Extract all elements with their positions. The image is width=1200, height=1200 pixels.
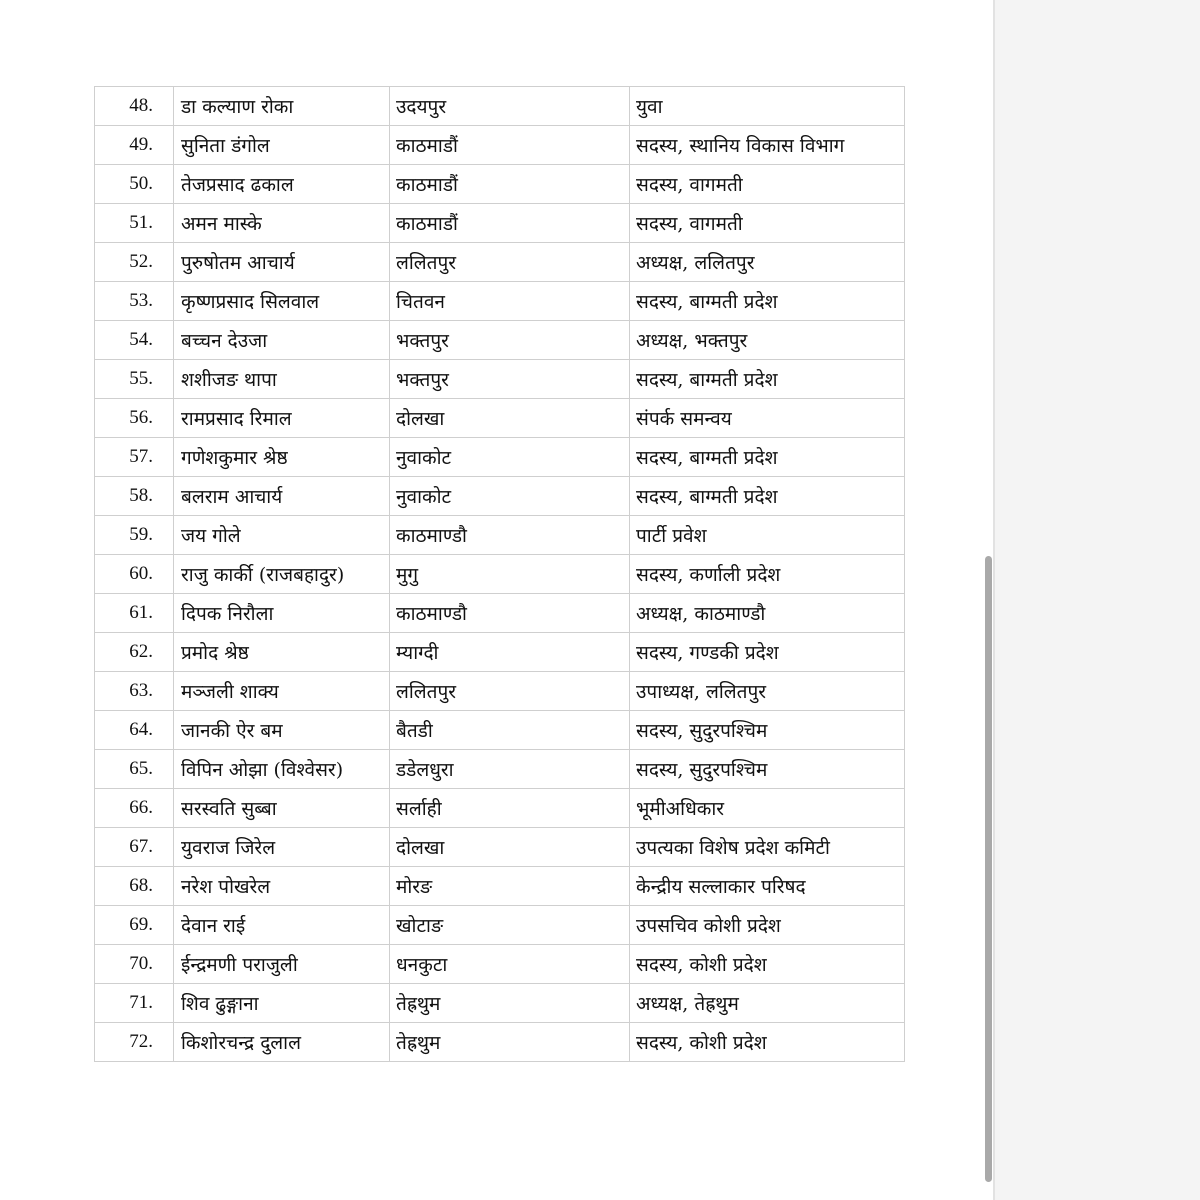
row-number: 54. — [95, 321, 174, 360]
member-role: केन्द्रीय सल्लाकार परिषद — [630, 867, 905, 906]
row-number: 72. — [95, 1023, 174, 1062]
table-row — [95, 243, 905, 282]
member-district: चितवन — [390, 282, 630, 321]
member-name: बलराम आचार्य — [174, 477, 390, 516]
member-role: संपर्क समन्वय — [630, 399, 905, 438]
member-role: सदस्य, वागमती — [630, 204, 905, 243]
member-role: पार्टी प्रवेश — [630, 516, 905, 555]
member-name: राजु कार्की (राजबहादुर) — [174, 555, 390, 594]
member-district: बैतडी — [390, 711, 630, 750]
member-role: सदस्य, बाग्मती प्रदेश — [630, 360, 905, 399]
table-row — [95, 126, 905, 165]
table-row — [95, 945, 905, 984]
table-row — [95, 399, 905, 438]
member-district: काठमाडौं — [390, 126, 630, 165]
member-role: अध्यक्ष, ललितपुर — [630, 243, 905, 282]
member-name: नरेश पोखरेल — [174, 867, 390, 906]
member-district: उदयपुर — [390, 87, 630, 126]
member-name: शशीजङ थापा — [174, 360, 390, 399]
row-number: 56. — [95, 399, 174, 438]
row-number: 63. — [95, 672, 174, 711]
member-role: उपसचिव कोशी प्रदेश — [630, 906, 905, 945]
row-number: 59. — [95, 516, 174, 555]
table-row — [95, 360, 905, 399]
member-district: म्याग्दी — [390, 633, 630, 672]
member-district: काठमाण्डौ — [390, 594, 630, 633]
row-number: 53. — [95, 282, 174, 321]
member-role: सदस्य, कर्णाली प्रदेश — [630, 555, 905, 594]
member-district: भक्तपुर — [390, 321, 630, 360]
member-name: जानकी ऐर बम — [174, 711, 390, 750]
member-district: ललितपुर — [390, 243, 630, 282]
row-number: 65. — [95, 750, 174, 789]
table-row — [95, 672, 905, 711]
row-number: 57. — [95, 438, 174, 477]
row-number: 58. — [95, 477, 174, 516]
member-role: सदस्य, कोशी प्रदेश — [630, 1023, 905, 1062]
table-row — [95, 633, 905, 672]
member-name: कृष्णप्रसाद सिलवाल — [174, 282, 390, 321]
row-number: 69. — [95, 906, 174, 945]
member-role: सदस्य, स्थानिय विकास विभाग — [630, 126, 905, 165]
member-name: युवराज जिरेल — [174, 828, 390, 867]
members-table-body — [95, 87, 905, 1062]
table-row — [95, 321, 905, 360]
member-role: उपाध्यक्ष, ललितपुर — [630, 672, 905, 711]
member-district: खोटाङ — [390, 906, 630, 945]
member-district: मोरङ — [390, 867, 630, 906]
member-name: पुरुषोतम आचार्य — [174, 243, 390, 282]
row-number: 55. — [95, 360, 174, 399]
member-role: युवा — [630, 87, 905, 126]
member-name: बच्चन देउजा — [174, 321, 390, 360]
members-table — [94, 86, 905, 1062]
member-name: तेजप्रसाद ढकाल — [174, 165, 390, 204]
table-row — [95, 282, 905, 321]
table-row — [95, 477, 905, 516]
row-number: 67. — [95, 828, 174, 867]
member-role: भूमीअधिकार — [630, 789, 905, 828]
member-name: अमन मास्के — [174, 204, 390, 243]
row-number: 68. — [95, 867, 174, 906]
member-role: अध्यक्ष, भक्तपुर — [630, 321, 905, 360]
member-role: सदस्य, कोशी प्रदेश — [630, 945, 905, 984]
member-district: डडेलधुरा — [390, 750, 630, 789]
table-row — [95, 165, 905, 204]
member-name: देवान राई — [174, 906, 390, 945]
member-district: नुवाकोट — [390, 477, 630, 516]
member-district: मुगु — [390, 555, 630, 594]
member-district: नुवाकोट — [390, 438, 630, 477]
member-district: दोलखा — [390, 399, 630, 438]
member-role: सदस्य, सुदुरपश्चिम — [630, 711, 905, 750]
member-name: विपिन ओझा (विश्वेसर) — [174, 750, 390, 789]
row-number: 71. — [95, 984, 174, 1023]
table-row — [95, 867, 905, 906]
table-row — [95, 516, 905, 555]
member-name: गणेशकुमार श्रेष्ठ — [174, 438, 390, 477]
member-district: काठमाण्डौ — [390, 516, 630, 555]
member-role: सदस्य, सुदुरपश्चिम — [630, 750, 905, 789]
member-role: सदस्य, बाग्मती प्रदेश — [630, 438, 905, 477]
row-number: 50. — [95, 165, 174, 204]
row-number: 70. — [95, 945, 174, 984]
row-number: 64. — [95, 711, 174, 750]
row-number: 48. — [95, 87, 174, 126]
member-role: सदस्य, बाग्मती प्रदेश — [630, 282, 905, 321]
table-row — [95, 984, 905, 1023]
member-role: सदस्य, वागमती — [630, 165, 905, 204]
member-role: उपत्यका विशेष प्रदेश कमिटी — [630, 828, 905, 867]
row-number: 60. — [95, 555, 174, 594]
row-number: 66. — [95, 789, 174, 828]
table-row — [95, 750, 905, 789]
member-role: अध्यक्ष, तेह्रथुम — [630, 984, 905, 1023]
member-name: रामप्रसाद रिमाल — [174, 399, 390, 438]
row-number: 61. — [95, 594, 174, 633]
table-row — [95, 789, 905, 828]
member-name: मञ्जली शाक्य — [174, 672, 390, 711]
row-number: 51. — [95, 204, 174, 243]
member-name: किशोरचन्द्र दुलाल — [174, 1023, 390, 1062]
table-row — [95, 555, 905, 594]
member-district: भक्तपुर — [390, 360, 630, 399]
member-role: अध्यक्ष, काठमाण्डौ — [630, 594, 905, 633]
member-name: जय गोले — [174, 516, 390, 555]
member-district: सर्लाही — [390, 789, 630, 828]
table-row — [95, 87, 905, 126]
member-district: ललितपुर — [390, 672, 630, 711]
scrollbar-thumb[interactable] — [985, 556, 992, 1182]
row-number: 49. — [95, 126, 174, 165]
page-edge — [993, 0, 995, 1200]
member-district: दोलखा — [390, 828, 630, 867]
member-name: डा कल्याण रोका — [174, 87, 390, 126]
member-name: शिव ढुङ्गाना — [174, 984, 390, 1023]
table-row — [95, 204, 905, 243]
table-row — [95, 594, 905, 633]
member-name: सुनिता डंगोल — [174, 126, 390, 165]
member-district: तेह्रथुम — [390, 984, 630, 1023]
table-row — [95, 711, 905, 750]
table-row — [95, 906, 905, 945]
member-name: प्रमोद श्रेष्ठ — [174, 633, 390, 672]
table-row — [95, 438, 905, 477]
row-number: 52. — [95, 243, 174, 282]
member-district: तेह्रथुम — [390, 1023, 630, 1062]
row-number: 62. — [95, 633, 174, 672]
member-name: दिपक निरौला — [174, 594, 390, 633]
member-role: सदस्य, गण्डकी प्रदेश — [630, 633, 905, 672]
member-role: सदस्य, बाग्मती प्रदेश — [630, 477, 905, 516]
member-district: काठमाडौं — [390, 204, 630, 243]
table-row — [95, 1023, 905, 1062]
member-name: सरस्वति सुब्बा — [174, 789, 390, 828]
member-name: ईन्द्रमणी पराजुली — [174, 945, 390, 984]
member-district: धनकुटा — [390, 945, 630, 984]
table-row — [95, 828, 905, 867]
member-district: काठमाडौं — [390, 165, 630, 204]
